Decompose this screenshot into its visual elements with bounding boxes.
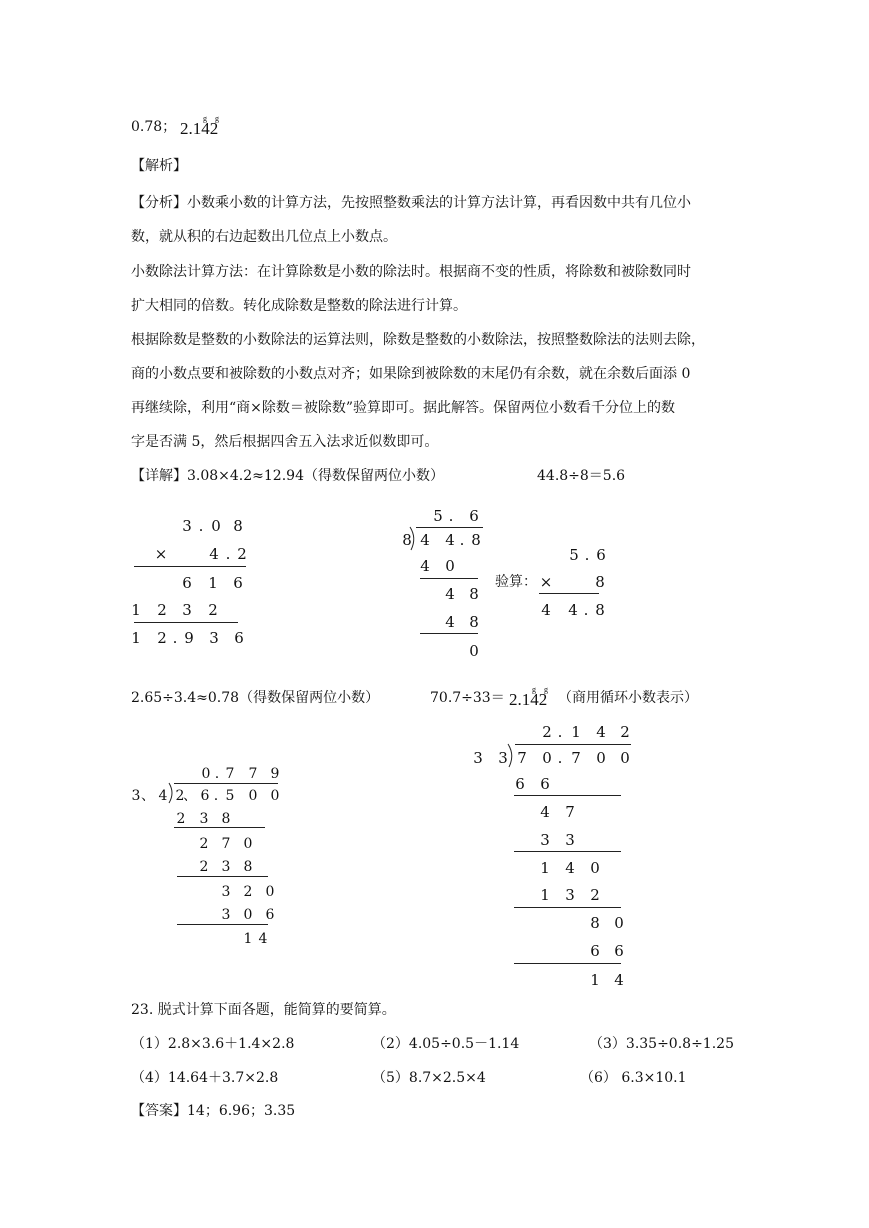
digit: 8: [233, 517, 243, 535]
detail-line-1a: 【详解】3.08×4.2≈12.94（得数保留两位小数）: [131, 468, 444, 484]
digit: 3: [182, 601, 192, 619]
step-digit: 0: [265, 884, 275, 900]
step-digit: 1: [590, 971, 600, 989]
question-23-item: （6） 6.3×10.1: [580, 1070, 687, 1086]
dividend-digit: 0: [596, 749, 606, 767]
quotient-digit: 4: [596, 723, 606, 741]
step-digit: 8: [590, 914, 600, 932]
rule-line: [177, 924, 268, 925]
quotient-digit: 0: [201, 766, 211, 782]
step-digit: 8: [243, 859, 253, 875]
dividend-digit: 4: [445, 531, 455, 549]
answer-prefix: 0.78；: [131, 119, 177, 135]
analysis-line: 数，就从积的右边起数出几位点上小数点。: [131, 229, 397, 245]
dividend-digit: .: [459, 531, 465, 549]
dividend-digit: 5: [225, 788, 235, 804]
digit: 3: [209, 629, 219, 647]
step-digit: 6: [540, 775, 550, 793]
quotient-digit: 6: [469, 507, 479, 525]
rule-line: [514, 851, 621, 852]
step-digit: 7: [565, 803, 575, 821]
quotient-digit: 9: [270, 766, 280, 782]
digit: 9: [184, 629, 194, 647]
digit: 3: [182, 517, 192, 535]
step-digit: 1: [540, 886, 550, 904]
digit: 2: [157, 601, 167, 619]
quotient-digit: 5: [433, 507, 443, 525]
step-digit: 3: [565, 831, 575, 849]
dividend-digit: 0: [270, 788, 280, 804]
step-digit: 0: [243, 836, 253, 852]
question-23-item: （5）8.7×2.5×4: [372, 1070, 486, 1086]
divisor-digit: 3: [131, 788, 141, 804]
dividend-digit: 0: [620, 749, 630, 767]
division-bar: [515, 744, 631, 745]
analysis-line: 【分析】小数乘小数的计算方法，先按照整数乘法的计算方法计算，再看因数中共有几位小: [131, 195, 691, 211]
step-digit: 2: [199, 859, 209, 875]
step-digit: 0: [243, 907, 253, 923]
step-digit: 1: [243, 931, 253, 947]
divisor-digit: 、: [141, 788, 155, 804]
dividend-digit: 7: [571, 749, 581, 767]
step-digit: 3: [199, 811, 209, 827]
dividend-digit: 7: [517, 749, 527, 767]
rule-line: [134, 566, 246, 567]
dividend-digit: 8: [471, 531, 481, 549]
step-digit: 0: [590, 859, 600, 877]
question-23-answer: 【答案】14；6.96；3.35: [131, 1103, 296, 1119]
digit: 6: [233, 574, 243, 592]
quotient-digit: 1: [571, 723, 581, 741]
digit: 1: [131, 629, 141, 647]
quotient-digit: 2: [542, 723, 552, 741]
rule-line: [420, 578, 478, 579]
digit: .: [198, 517, 204, 535]
detail-line-2b-prefix: 70.7÷33＝: [430, 690, 505, 706]
digit: 6: [182, 574, 192, 592]
step-digit: 2: [590, 886, 600, 904]
times-sign: ×: [154, 545, 168, 563]
divisor-digit: 3: [473, 749, 483, 767]
step-digit: 0: [445, 557, 455, 575]
step-digit: 3: [221, 884, 231, 900]
rule-line: [514, 963, 621, 964]
dividend-digit: 6: [200, 788, 210, 804]
question-23-item: （2）4.05÷0.5－1.14: [372, 1036, 520, 1052]
step-digit: 8: [469, 613, 479, 631]
digit: 6: [234, 629, 244, 647]
dividend-digit: .: [557, 749, 563, 767]
question-23-item: （1）2.8×3.6＋1.4×2.8: [131, 1036, 295, 1052]
divisor-digit: 8: [402, 531, 412, 549]
step-digit: 2: [176, 811, 186, 827]
dividend-digit: 2: [175, 788, 185, 804]
digit: 8: [595, 601, 605, 619]
quotient-digit: 2: [620, 723, 630, 741]
quotient-digit: 7: [248, 766, 258, 782]
quotient-digit: .: [448, 507, 454, 525]
quotient-digit: .: [557, 723, 563, 741]
step-digit: 4: [565, 859, 575, 877]
division-bar: [416, 527, 483, 528]
dividend-digit: 4: [420, 531, 430, 549]
digit: .: [225, 545, 231, 563]
digit: 1: [131, 601, 141, 619]
question-23-title: 23. 脱式计算下面各题，能简算的要简算。: [131, 1002, 396, 1018]
analysis-line: 字是否满 5，然后根据四舍五入法求近似数即可。: [131, 434, 439, 450]
rule-line: [177, 876, 268, 877]
step-digit: 3: [540, 831, 550, 849]
step-digit: 0: [469, 642, 479, 660]
step-digit: 6: [265, 907, 275, 923]
repeating-decimal: 2.142: [509, 690, 548, 709]
step-digit: 4: [445, 585, 455, 603]
times-sign: ×: [539, 573, 553, 591]
digit: 1: [208, 574, 218, 592]
question-23-item: （4）14.64＋3.7×2.8: [131, 1070, 279, 1086]
repeating-dots: g g: [532, 685, 551, 694]
analysis-line: 扩大相同的倍数。转化成除数是整数的除法进行计算。: [131, 298, 467, 314]
divisor-digit: 4: [158, 788, 168, 804]
step-digit: 3: [221, 907, 231, 923]
step-digit: 4: [420, 557, 430, 575]
rule-line: [134, 622, 238, 623]
digit: 2: [157, 629, 167, 647]
analysis-line: 再继续除，利用“商×除数＝被除数”验算即可。据此解答。保留两位小数看千分位上的数: [131, 400, 676, 416]
detail-line-1b: 44.8÷8＝5.6: [537, 468, 626, 484]
digit: 4: [209, 545, 219, 563]
jiexi-heading: 【解析】: [131, 158, 187, 174]
dividend-digit: 0: [248, 788, 258, 804]
yansuan-label: 验算：: [495, 574, 537, 590]
dividend-digit: 0: [542, 749, 552, 767]
digit: 2: [237, 545, 247, 563]
dividend-digit: 、: [183, 788, 197, 804]
step-digit: 4: [614, 971, 624, 989]
division-bar: [174, 783, 278, 784]
detail-line-2a: 2.65÷3.4≈0.78（得数保留两位小数）: [131, 690, 380, 706]
quotient-digit: .: [214, 766, 220, 782]
digit: .: [172, 629, 178, 647]
digit: 2: [208, 601, 218, 619]
detail-line-2b-suffix: （商用循环小数表示）: [558, 690, 698, 706]
step-digit: 3: [221, 859, 231, 875]
digit: 4: [568, 601, 578, 619]
rule-line: [539, 593, 599, 594]
rule-line: [174, 827, 265, 828]
question-23-item: （3）3.35÷0.8÷1.25: [589, 1036, 734, 1052]
dividend-digit: .: [213, 788, 219, 804]
step-digit: 8: [469, 585, 479, 603]
digit: 5: [569, 546, 579, 564]
step-digit: 7: [221, 836, 231, 852]
step-digit: 6: [590, 942, 600, 960]
repeating-decimal: 2.142: [180, 119, 219, 138]
analysis-line: 根据除数是整数的小数除法的运算法则，除数是整数的小数除法，按照整数除法的法则去除，: [131, 332, 705, 348]
step-digit: 0: [614, 914, 624, 932]
analysis-line: 商的小数点要和被除数的小数点对齐；如果除到被除数的末尾仍有余数，就在余数后面添 0: [131, 366, 691, 382]
digit: 0: [211, 517, 221, 535]
digit: 4: [541, 601, 551, 619]
divisor-digit: 3: [498, 749, 508, 767]
rule-line: [514, 907, 621, 908]
step-digit: 4: [445, 613, 455, 631]
step-digit: 1: [540, 859, 550, 877]
step-digit: 8: [221, 811, 231, 827]
step-digit: 4: [540, 803, 550, 821]
step-digit: 4: [258, 931, 268, 947]
digit: .: [583, 601, 589, 619]
digit: 6: [596, 546, 606, 564]
analysis-line: 小数除法计算方法：在计算除数是小数的除法时。根据商不变的性质，将除数和被除数同时: [131, 264, 691, 280]
step-digit: 2: [243, 884, 253, 900]
step-digit: 2: [199, 836, 209, 852]
quotient-digit: 7: [225, 766, 235, 782]
digit: 8: [595, 573, 605, 591]
step-digit: 3: [565, 886, 575, 904]
rule-line: [514, 795, 621, 796]
rule-line: [420, 633, 478, 634]
repeating-dots: g g: [203, 114, 222, 123]
step-digit: 6: [614, 942, 624, 960]
digit: .: [584, 546, 590, 564]
step-digit: 6: [515, 775, 525, 793]
